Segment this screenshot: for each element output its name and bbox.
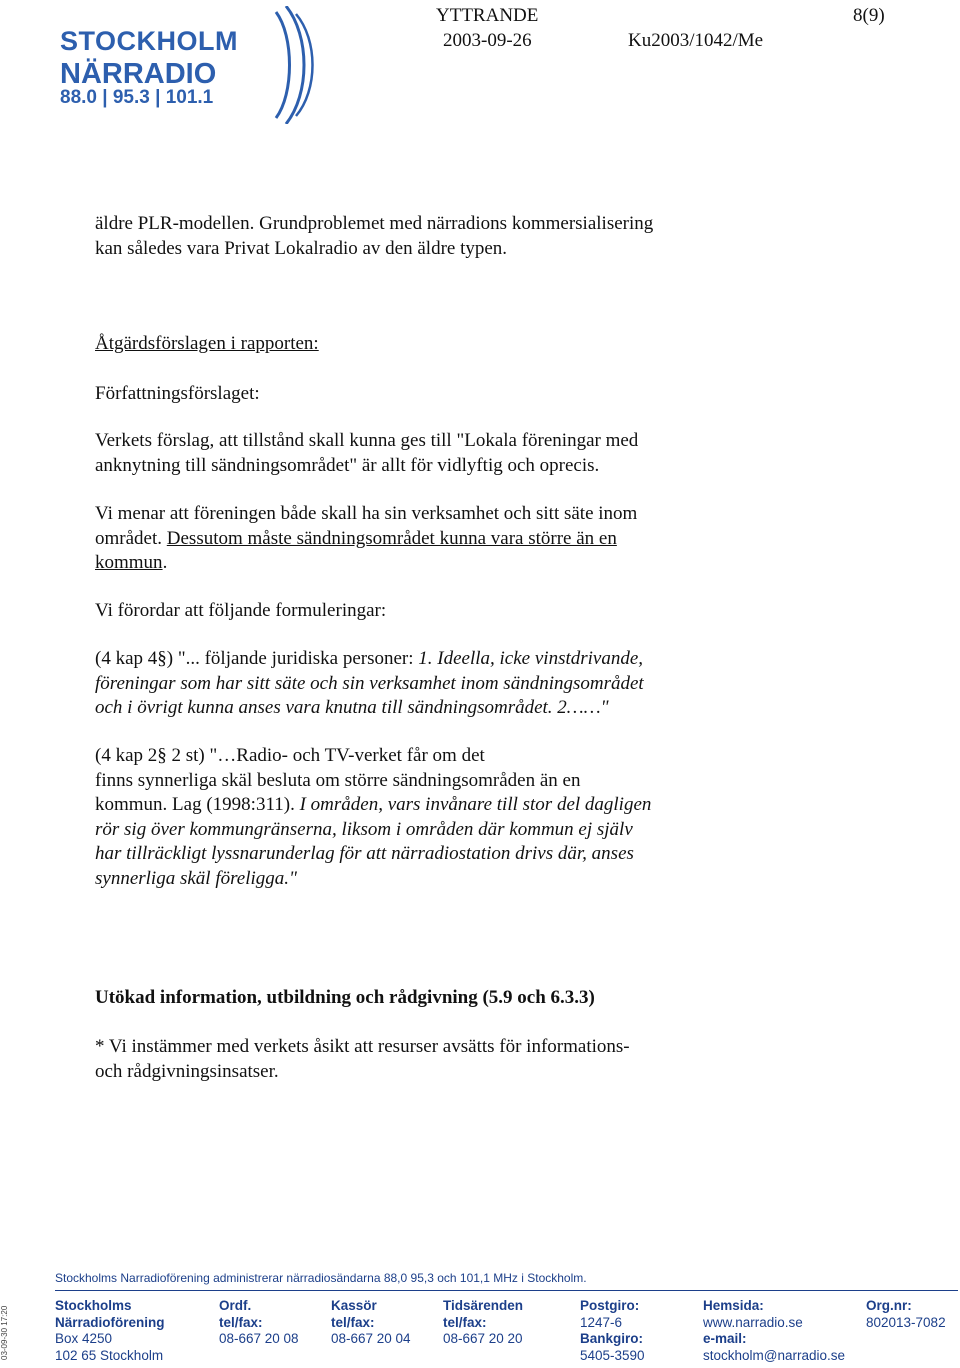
q1-line-1 bbox=[95, 647, 795, 672]
margin-timestamp bbox=[0, 1240, 12, 1368]
q1-line-1-plain: (4 kap 4§) "... följande juridiska personer: bbox=[95, 648, 419, 669]
footer-note: Stockholms Narradioförening administrerar närradiosändarna 88,0 95,3 och 101,1 MHz i Stockholm. bbox=[55, 1271, 587, 1285]
intro-line-1: äldre PLR-modellen. Grundproblemet med närradions kommersialisering bbox=[95, 213, 654, 234]
footer-scheduling bbox=[443, 1298, 523, 1348]
footer-email-address: stockholm@narradio.se bbox=[703, 1347, 846, 1363]
footer-payment bbox=[580, 1298, 645, 1364]
q1-line-2: föreningar som har sitt säte och sin verksamhet inom sändningsområdet bbox=[95, 672, 644, 694]
q2-line-2: finns synnerliga skäl besluta om större sändningsområden än en bbox=[95, 769, 581, 791]
footer-chair-title: Ordf. bbox=[219, 1298, 252, 1313]
intro-line-2: kan således vara Privat Lokalradio av den äldre typen. bbox=[95, 237, 508, 259]
document-date: 2003-09-26 bbox=[443, 30, 532, 51]
footer-chair bbox=[219, 1298, 299, 1348]
radio-waves-icon bbox=[272, 6, 320, 124]
q2-line-1: (4 kap 2§ 2 st) "…Radio- och TV-verket får om det bbox=[95, 745, 485, 766]
paragraph-association-requirement bbox=[95, 502, 795, 576]
subheading-statute-proposal: Författningsförslaget: bbox=[95, 383, 260, 404]
logo-line-city: STOCKHOLM bbox=[60, 26, 238, 56]
footer-website-label: Hemsida: bbox=[703, 1298, 764, 1313]
logo-line-name: NÄRRADIO bbox=[60, 58, 217, 90]
logo-line-frequencies: 88.0 | 95.3 | 101.1 bbox=[60, 87, 214, 108]
footer-postgiro-label: Postgiro: bbox=[580, 1298, 640, 1313]
quote-chapter-4-section-2 bbox=[95, 744, 795, 891]
p2-line-3 bbox=[95, 551, 795, 576]
q1-line-1-italic: 1. Ideella, icke vinstdrivande, bbox=[418, 648, 644, 669]
paragraph-recommendation: Vi förordar att följande formuleringar: bbox=[95, 600, 387, 621]
q2-line-3-italic: I områden, vars invånare till stor del dagligen bbox=[299, 794, 652, 815]
section-heading-information: Utökad information, utbildning och rådgivning (5.9 och 6.3.3) bbox=[95, 987, 595, 1008]
q1-line-3: och i övrigt kunna anses vara knutna till sändningsområdet. 2……" bbox=[95, 697, 609, 718]
p1-line-1: Verkets förslag, att tillstånd skall kunna ges till "Lokala föreningar med bbox=[95, 430, 639, 451]
document-type: YTTRANDE bbox=[436, 5, 539, 26]
footer-org-name-2: Närradioförening bbox=[55, 1314, 165, 1330]
footer-scheduling-label: tel/fax: bbox=[443, 1314, 487, 1330]
footer-chair-label: tel/fax: bbox=[219, 1314, 263, 1330]
footer-web bbox=[703, 1298, 845, 1364]
footer-org-number bbox=[866, 1298, 946, 1331]
page-number: 8(9) bbox=[853, 5, 885, 26]
p4-line-2: och rådgivningsinsatser. bbox=[95, 1060, 279, 1082]
footer-website-url: www.narradio.se bbox=[703, 1314, 803, 1330]
paragraph-agency-proposal bbox=[95, 429, 795, 478]
p2-line-2-underlined: Dessutom måste sändningsområdet kunna vara större än en bbox=[166, 527, 617, 549]
footer-orgnr-label: Org.nr: bbox=[866, 1298, 912, 1313]
footer-org-name-1: Stockholms bbox=[55, 1298, 132, 1313]
footer-treasurer-phone: 08-667 20 04 bbox=[331, 1331, 411, 1346]
intro-paragraph bbox=[95, 212, 795, 261]
margin-timestamp-text: 03-09-30 17:20 bbox=[0, 1305, 9, 1360]
p4-line-1: * Vi instämmer med verkets åsikt att resurser avsätts för informations- bbox=[95, 1036, 630, 1057]
section-heading-measures: Åtgärdsförslagen i rapporten: bbox=[95, 333, 319, 354]
p1-line-2: anknytning till sändningsområdet" är allt för vidlyftig och oprecis. bbox=[95, 454, 600, 476]
footer-treasurer-title: Kassör bbox=[331, 1298, 377, 1313]
p2-line-3-plain: . bbox=[162, 552, 168, 573]
footer-email-label: e-mail: bbox=[703, 1331, 747, 1346]
station-logo bbox=[60, 6, 320, 124]
footer-chair-phone: 08-667 20 08 bbox=[219, 1331, 299, 1346]
footer-scheduling-title: Tidsärenden bbox=[443, 1298, 524, 1313]
q2-line-3 bbox=[95, 793, 795, 818]
footer-bankgiro-label: Bankgiro: bbox=[580, 1331, 644, 1346]
quote-chapter-4-section-4 bbox=[95, 647, 795, 721]
q2-line-3-plain: kommun. Lag (1998:311). bbox=[95, 794, 300, 815]
paragraph-agreement bbox=[95, 1035, 795, 1084]
q2-line-6: synnerliga skäl föreligga." bbox=[95, 867, 298, 889]
q2-line-5: har tillräckligt lyssnarunderlag för att närradiostation drivs där, anses bbox=[95, 843, 634, 864]
footer-bankgiro-number: 5405-3590 bbox=[580, 1347, 645, 1363]
footer-orgnr-value: 802013-7082 bbox=[866, 1314, 946, 1330]
footer-box: Box 4250 bbox=[55, 1331, 113, 1346]
p2-line-1: Vi menar att föreningen både skall ha sin verksamhet och sitt säte inom bbox=[95, 503, 638, 524]
p2-line-2 bbox=[95, 527, 795, 552]
p2-line-2-plain: området. bbox=[95, 527, 167, 549]
p2-line-3-underlined: kommun bbox=[95, 552, 163, 573]
footer-treasurer bbox=[331, 1298, 411, 1348]
footer-scheduling-phone: 08-667 20 20 bbox=[443, 1331, 523, 1346]
footer-postal: 102 65 Stockholm bbox=[55, 1347, 164, 1363]
footer-divider bbox=[55, 1290, 958, 1291]
footer-treasurer-label: tel/fax: bbox=[331, 1314, 375, 1330]
document-reference: Ku2003/1042/Me bbox=[628, 30, 764, 51]
footer-postgiro-number: 1247-6 bbox=[580, 1314, 623, 1330]
q2-line-4: rör sig över kommungränserna, liksom i områden där kommun ej själv bbox=[95, 818, 633, 840]
footer-address bbox=[55, 1298, 165, 1364]
